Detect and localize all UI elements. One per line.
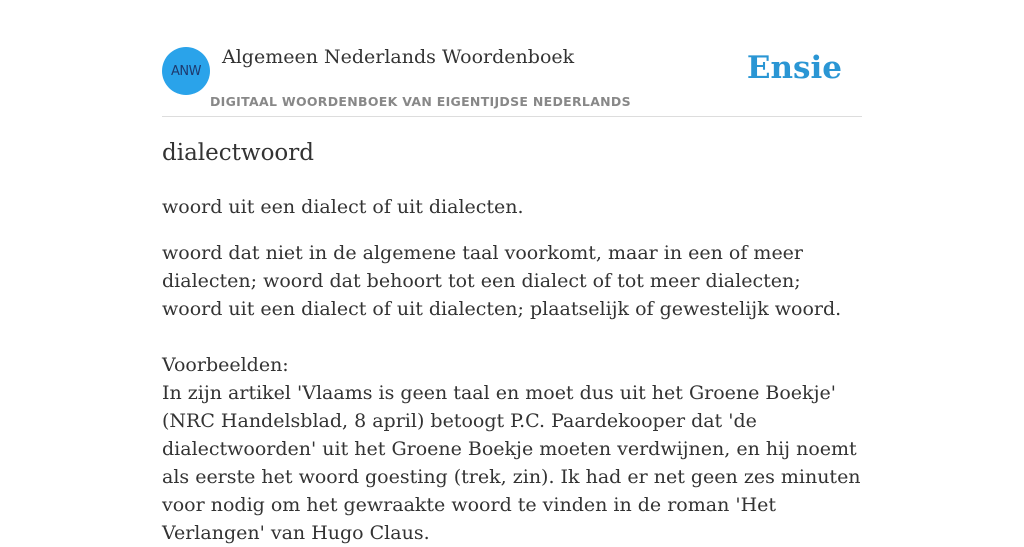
spacer [162,323,862,351]
headword: dialectwoord [162,140,314,166]
short-definition: woord uit een dialect of uit dialecten. [162,196,524,218]
site-header [162,0,862,117]
example-text: In zijn artikel 'Vlaams is geen taal en moet dus uit het Groene Boekje' (NRC Handelsblad, 8 april) betoogt P.C. Paardekooper dat 'de dialectwoorden' uit het Groene Boekje moeten verdwijnen, en hij noemt als eerste het woord goesting (trek, zin). Ik had er net geen zes minuten voor nodig om het gewraakte woord te vinden in de roman 'Het Verlangen' van Hugo Claus. [162,382,861,544]
logo-text: ANW [171,63,201,79]
site-subtitle: DIGITAAL WOORDENBOEK VAN EIGENTIJDSE NEDERLANDS [210,94,631,109]
long-definition-block [162,239,862,547]
ensie-brand-logo[interactable]: Ensie [746,50,842,86]
long-definition: woord dat niet in de algemene taal voorkomt, maar in een of meer dialecten; woord dat behoort tot een dialect of tot meer dialecten; woord uit een dialect of uit dialecten; plaatselijk of gewestelijk woord. [162,242,842,320]
examples-label: Voorbeelden: [162,354,289,376]
page-container [162,0,862,544]
site-title[interactable]: Algemeen Nederlands Woordenboek [222,46,575,68]
anw-logo[interactable] [162,47,210,95]
